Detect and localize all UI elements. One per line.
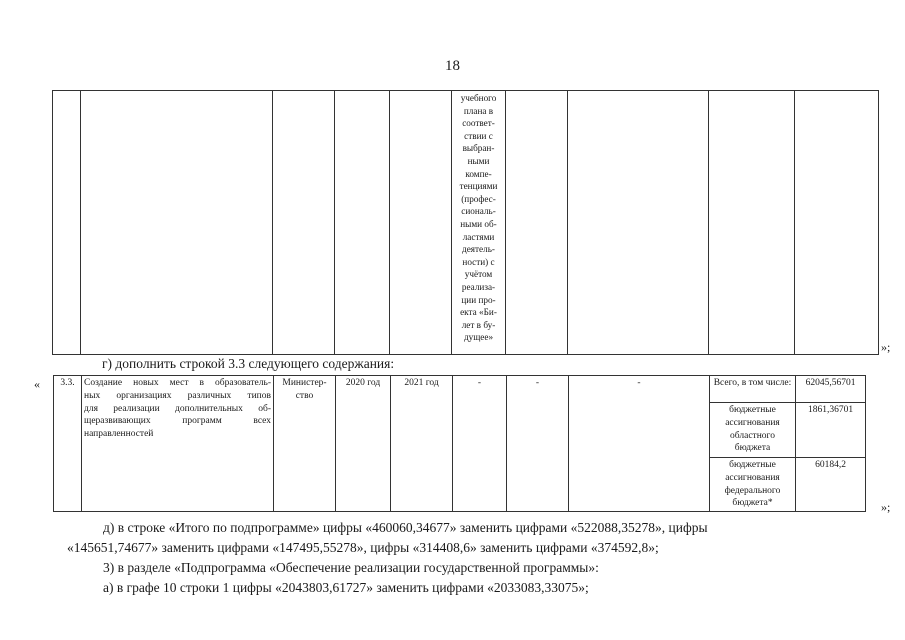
expected-result-line: учётом (464, 269, 493, 280)
item-g: г) дополнить строкой 3.3 следующего содержания: (102, 356, 395, 371)
row-result: - (453, 376, 507, 512)
paragraph-a: а) в графе 10 строки 1 цифры «2043803,61727» заменить цифрами «2033083,33075»; (103, 580, 589, 595)
expected-result-line: ными (467, 155, 490, 166)
expected-result-line: дущее» (463, 332, 494, 343)
expected-result-line: (профес- (461, 193, 496, 204)
page-number: 18 (445, 58, 460, 74)
expected-result-line: компе- (465, 168, 492, 179)
expected-result-line: плана в (463, 105, 494, 116)
name-line: ных организациях различных типов (84, 390, 271, 401)
expected-result-line: сиональ- (461, 206, 496, 217)
expected-result-line: ластями (462, 231, 495, 242)
amount-regional: 1861,36701 (796, 403, 866, 458)
amount-federal: 60184,2 (796, 458, 866, 512)
row-start: 2020 год (336, 376, 391, 512)
paragraph-d-line1: д) в строке «Итого по подпрограмме» цифры «460060,34677» заменить цифрами «522088,35278», цифры (103, 520, 708, 535)
cell-source (709, 91, 795, 355)
expected-result-line: ствии с (464, 130, 493, 141)
cell-c7 (506, 91, 568, 355)
cell-expected-result (452, 91, 506, 355)
cell-c8 (568, 91, 709, 355)
paragraph-d-line2: «145651,74677» заменить цифрами «147495,55278», цифры «314408,6» заменить цифрами «374592,8»; (67, 540, 659, 555)
expected-result-line: ции про- (461, 294, 496, 305)
continuation-table (52, 90, 879, 355)
closing-quote-2: »; (881, 500, 891, 514)
expected-result-line: учебного (460, 93, 497, 103)
cell-number (53, 91, 81, 355)
cell-start (335, 91, 390, 355)
expected-result-line: лет в бу- (461, 319, 496, 330)
source-total: Всего, в том числе: (710, 376, 796, 403)
cell-executor (273, 91, 335, 355)
row-c8: - (569, 376, 710, 512)
cell-amount (795, 91, 879, 355)
opening-quote: « (34, 377, 40, 391)
cell-name (81, 91, 273, 355)
paragraph-3: 3) в разделе «Подпрограмма «Обеспечение реализации государственной программы»: (103, 560, 599, 575)
cell-end (390, 91, 452, 355)
expected-result-line: деятель- (462, 244, 495, 255)
name-line: для реализации дополнительных об- (84, 403, 271, 414)
row-executor: Министер- ство (274, 376, 336, 512)
expected-result-line: соответ- (462, 118, 495, 129)
row-3-3-table (53, 375, 866, 512)
row-number: 3.3. (54, 376, 82, 512)
expected-result-line: ными об- (460, 218, 497, 229)
row-name (82, 376, 274, 512)
name-line: направленностей (84, 429, 154, 440)
name-line: Создание новых мест в образователь- (84, 378, 271, 388)
expected-result-line: тенциями (459, 181, 498, 192)
expected-result-line: выбран- (462, 143, 495, 154)
closing-quote-1: »; (881, 340, 891, 354)
expected-result-line: ности) с (462, 256, 495, 267)
expected-result-line: екта «Би- (460, 307, 497, 318)
row-c7: - (507, 376, 569, 512)
source-regional: бюджетные ассигнования областного бюджета (710, 403, 796, 458)
name-line: щеразвивающих программ всех (84, 416, 271, 427)
row-end: 2021 год (391, 376, 453, 512)
amount-total: 62045,56701 (796, 376, 866, 403)
source-federal: бюджетные ассигнования федерального бюджета* (710, 458, 796, 512)
expected-result-line: реализа- (461, 281, 496, 292)
